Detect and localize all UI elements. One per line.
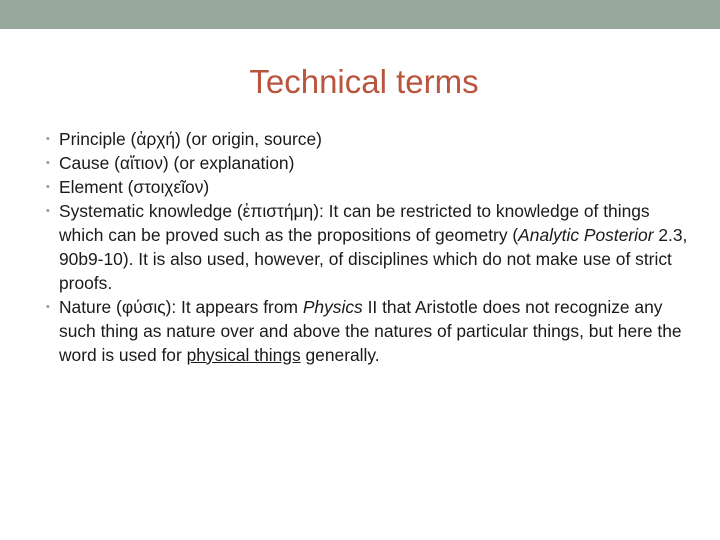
top-accent-bar: [0, 0, 720, 29]
bullet-marker-icon: •: [46, 301, 50, 313]
bullet-marker-icon: •: [46, 133, 50, 145]
bullet-text-part: II that Aristotle does not recognize any such thing as nature over and above the natures of particular things, but here the word is used for: [59, 297, 682, 365]
bullet-text-part: generally.: [300, 345, 380, 365]
bullet-systematic-knowledge: [46, 199, 696, 295]
bullet-list: [46, 127, 696, 367]
bullet-marker-icon: •: [46, 181, 50, 193]
slide-title: Technical terms: [249, 63, 479, 100]
bullet-text-part: Nature (φύσις): It appears from: [59, 297, 303, 317]
bullet-cause: [46, 151, 696, 175]
bullet-element: [46, 175, 696, 199]
bullet-principle: [46, 127, 696, 151]
bullet-nature: [46, 295, 696, 367]
bullet-text: Cause (αἴτιον) (or explanation): [59, 153, 295, 173]
work-title-physics: Physics: [302, 297, 363, 317]
bullet-text-part: Systematic knowledge (ἐπιστήμη): It can be restricted to knowledge of things which can be proved such as the propositions of geometry (: [59, 201, 650, 245]
underlined-phrase: physical things: [186, 345, 301, 365]
bullet-text-part: 2.3, 90b9-10). It is also used, however, of disciplines which do not make use of strict proofs.: [59, 225, 688, 293]
bullet-text: Principle (ἀρχή) (or origin, source): [59, 129, 322, 149]
work-title-analytic-posterior: Analytic Posterior: [518, 225, 654, 245]
bullet-marker-icon: •: [46, 157, 50, 169]
bullet-text: Element (στοιχεῖον): [59, 177, 210, 197]
bullet-marker-icon: •: [46, 205, 50, 217]
